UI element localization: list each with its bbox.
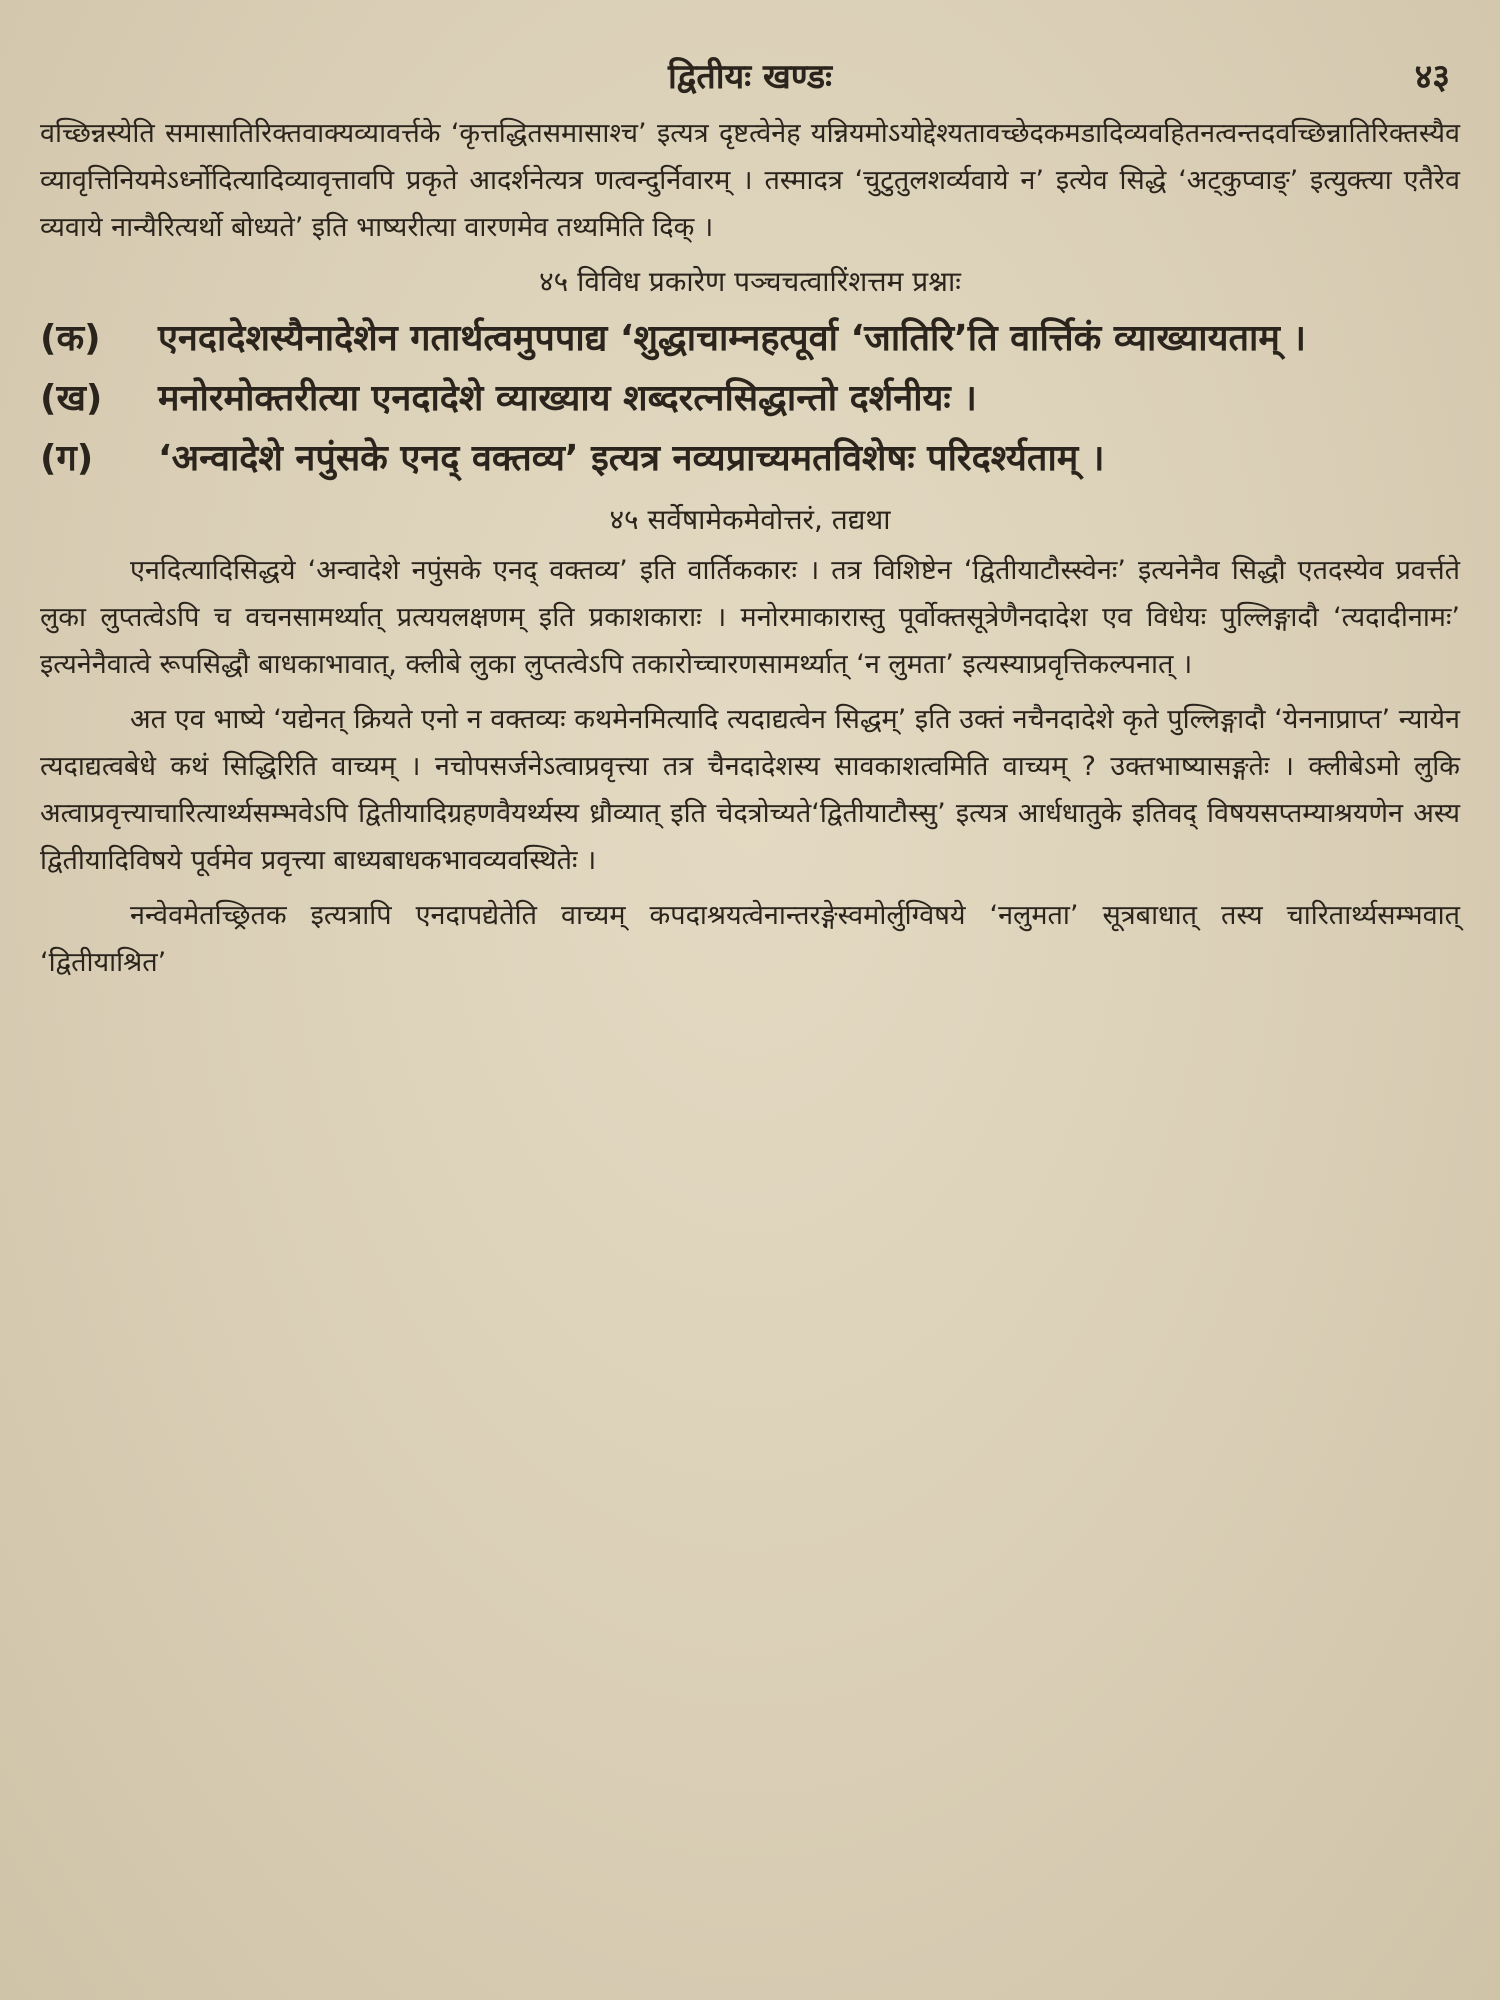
question-label: (क) (40, 318, 101, 359)
answer-paragraph: अत एव भाष्ये ‘यद्येनत् क्रियते एनो न वक्तव्यः कथमेनमित्यादि त्यदाद्यत्वेन सिद्धम्’ इति उक्तं नचैनदादेशे कृते पुल्लिङ्गादौ ‘येननाप्राप्त’ न्यायेन त्यदाद्यत्वबेधे कथं सिद्धिरिति वाच्यम् । नचोपसर्जनेऽत्वाप्रवृत्त्या तत्र चैनदादेशस्य सावकाशत्वमिति वाच्यम् ? उक्तभाष्यासङ्गतेः । क्लीबेऽमो लुकि अत्वाप्रवृत्त्याचारित्यार्थ्यसम्भवेऽपि द्वितीयादिग्रहणवैयर्थ्यस्य ध्रौव्यात् इति चेदत्रोच्यते‘द्वितीयाटौस्सु’ इत्यत्र आर्धधातुके इतिवद् विषयसप्तम्याश्रयणेन अस्य द्वितीयादिविषये पूर्वमेव प्रवृत्त्या बाध्यबाधकभावव्यवस्थितेः । (40, 704, 1460, 876)
question-ka (40, 309, 1460, 369)
question-kha (40, 369, 1460, 429)
answer-paragraph: नन्वेवमेतच्छ्रितक इत्यत्रापि एनदापद्येतेति वाच्यम् कपदाश्रयत्वेनान्तरङ्गेस्वमोर्लुग्विषये ‘नलुमता’ सूत्रबाधात् तस्य चारितार्थ्यसम्भवात् ‘द्वितीयाश्रित’ (40, 900, 1460, 978)
page-number: ४३ (1414, 57, 1450, 97)
answer-heading: ४५ सर्वेषामेकमेवोत्तरं, तद्यथा (609, 503, 891, 536)
running-head: द्वितीयः खण्डः (668, 57, 832, 97)
question-heading: ४५ विविध प्रकारेण पञ्चचत्वारिंशत्तम प्रश्नाः (539, 265, 961, 298)
intro-paragraph: वच्छिन्नस्येति समासातिरिक्तवाक्यव्यावर्त्तके ‘कृत्तद्धितसमासाश्च’ इत्यत्र दृष्टत्वेनेह यन्नियमोऽयोद्देश्यतावच्छेदकमडादिव्यवहितनत्वन्तदवच्छिन्नातिरिक्तस्यैव व्यावृत्तिनियमेऽर्ध्नोदित्यादिव्यावृत्तावपि प्रकृते आदर्शनेत्यत्र णत्वन्दुर्निवारम् । तस्मादत्र ‘चुटुतुलशर्व्यवाये न’ इत्येव सिद्धे ‘अट्कुप्वाङ्’ इत्युक्त्या एतैरेव व्यवाये नान्यैरित्यर्थो बोध्यते’ इति भाष्यरीत्या वारणमेव तथ्यमिति दिक् । (40, 118, 1460, 243)
question-text: मनोरमोक्तरीत्या एनदादेशे व्याख्याय शब्दरत्नसिद्धान्तो दर्शनीयः । (158, 378, 977, 419)
question-ga (40, 429, 1460, 489)
question-text: एनदादेशस्यैनादेशेन गतार्थत्वमुपपाद्य ‘शुद्धाचाम्नहत्पूर्वा ‘जातिरि’ति वार्त्तिकं व्याख्यायताम् । (158, 318, 1307, 359)
question-label: (ग) (40, 438, 94, 479)
page-header (40, 40, 1460, 110)
question-label: (ख) (40, 378, 103, 419)
question-text: ‘अन्वादेशे नपुंसके एनद् वक्तव्य’ इत्यत्र नव्यप्राच्यमतविशेषः परिदर्श्यताम् । (158, 438, 1105, 479)
answer-paragraph: एनदित्यादिसिद्धये ‘अन्वादेशे नपुंसके एनद् वक्तव्य’ इति वार्तिककारः । तत्र विशिष्टेन ‘द्वितीयाटौस्स्वेनः’ इत्यनेनैव सिद्धौ एतदस्येव प्रवर्त्तते लुका लुप्तत्वेऽपि च वचनसामर्थ्यात् प्रत्ययलक्षणम् इति प्रकाशकाराः । मनोरमाकारास्तु पूर्वोक्तसूत्रेणैनदादेश एव विधेयः पुल्लिङ्गादौ ‘त्यदादीनामः’ इत्यनेनैवात्वे रूपसिद्धौ बाधकाभावात्, क्लीबे लुका लुप्तत्वेऽपि तकारोच्चारणसामर्थ्यात् ‘न लुमता’ इत्यस्याप्रवृत्तिकल्पनात् । (40, 555, 1460, 680)
